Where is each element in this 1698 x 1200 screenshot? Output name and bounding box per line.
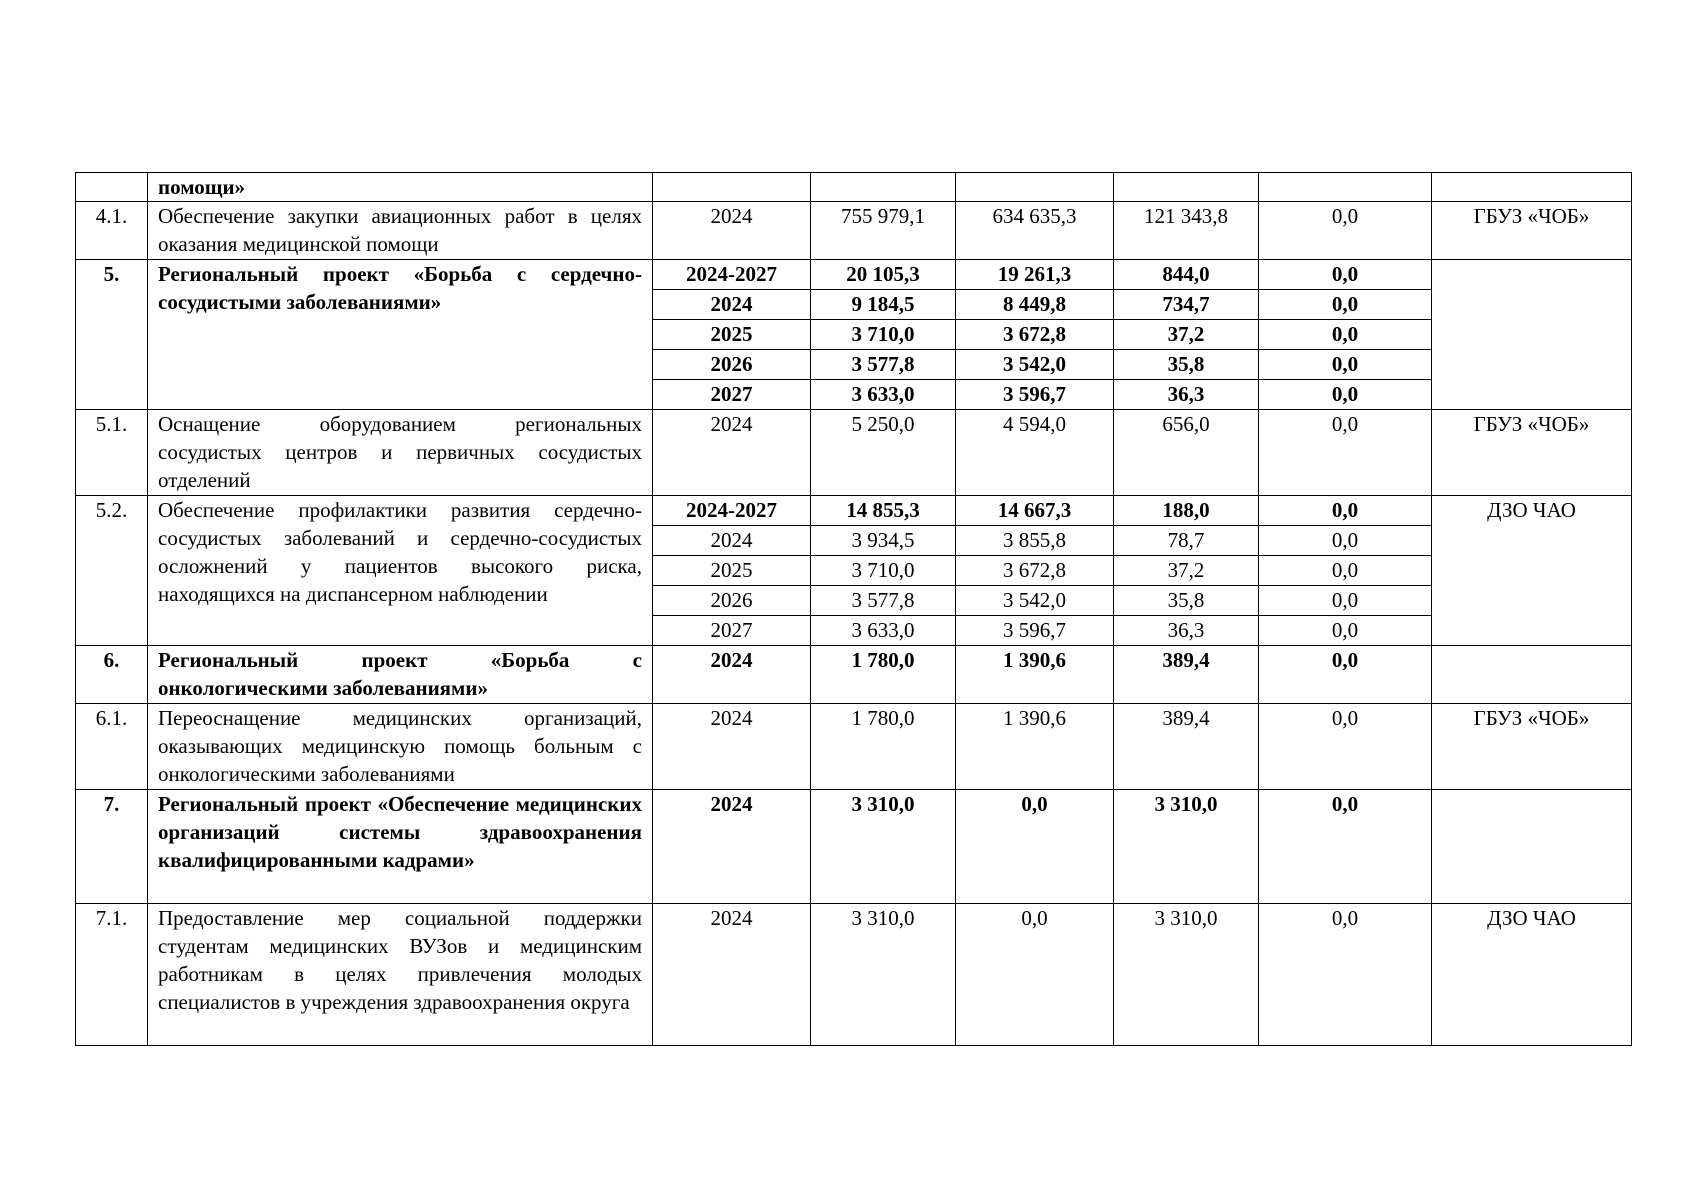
other-cell: 0,0 [1259,202,1432,260]
row-number-cell: 7. [76,790,148,904]
other-cell: 0,0 [1259,260,1432,290]
other-cell: 0,0 [1259,380,1432,410]
total-cell: 1 780,0 [811,704,956,790]
total-cell: 20 105,3 [811,260,956,290]
year-cell: 2027 [653,380,811,410]
year-cell: 2027 [653,616,811,646]
other-cell: 0,0 [1259,790,1432,904]
regional-cell: 844,0 [1114,260,1259,290]
federal-cell: 3 672,8 [956,556,1114,586]
total-cell: 755 979,1 [811,202,956,260]
regional-cell: 656,0 [1114,410,1259,496]
total-cell: 3 633,0 [811,380,956,410]
year-cell: 2024 [653,526,811,556]
federal-cell: 1 390,6 [956,646,1114,704]
federal-cell: 1 390,6 [956,704,1114,790]
total-cell: 3 710,0 [811,320,956,350]
executor-cell [1432,260,1632,410]
year-cell: 2024 [653,904,811,1046]
regional-cell: 3 310,0 [1114,904,1259,1046]
row-name-cell: Переоснащение медицинских организаций, оказывающих медицинскую помощь больным с онкологическими заболеваниями [148,704,653,790]
regional-cell: 37,2 [1114,556,1259,586]
executor-cell: ГБУЗ «ЧОБ» [1432,704,1632,790]
other-cell: 0,0 [1259,586,1432,616]
regional-cell: 389,4 [1114,704,1259,790]
year-cell: 2025 [653,320,811,350]
total-cell: 3 310,0 [811,790,956,904]
total-cell: 14 855,3 [811,496,956,526]
other-cell: 0,0 [1259,526,1432,556]
year-cell: 2025 [653,556,811,586]
table-row [76,704,1632,790]
total-cell: 3 633,0 [811,616,956,646]
table-row [76,496,1632,526]
table-row [76,646,1632,704]
federal-cell: 0,0 [956,904,1114,1046]
other-cell: 0,0 [1259,496,1432,526]
year-cell: 2024 [653,704,811,790]
row-name-cell: помощи» [148,173,653,202]
regional-cell: 734,7 [1114,290,1259,320]
other-cell: 0,0 [1259,556,1432,586]
federal-cell: 3 596,7 [956,616,1114,646]
year-cell: 2024 [653,410,811,496]
regional-cell: 35,8 [1114,586,1259,616]
executor-cell: ДЗО ЧАО [1432,496,1632,646]
row-name-cell: Обеспечение закупки авиационных работ в целях оказания медицинской помощи [148,202,653,260]
federal-cell: 3 672,8 [956,320,1114,350]
table-row [76,904,1632,1046]
year-cell: 2024 [653,290,811,320]
table-row [76,410,1632,496]
row-name-cell: Оснащение оборудованием региональных сосудистых центров и первичных сосудистых отделений [148,410,653,496]
regional-cell: 78,7 [1114,526,1259,556]
federal-cell: 19 261,3 [956,260,1114,290]
other-cell: 0,0 [1259,616,1432,646]
row-name-cell: Региональный проект «Обеспечение медицинских организаций системы здравоохранения квалифицированными кадрами» [148,790,653,904]
federal-cell: 0,0 [956,790,1114,904]
other-cell: 0,0 [1259,350,1432,380]
federal-cell: 3 542,0 [956,350,1114,380]
federal-cell: 3 542,0 [956,586,1114,616]
total-cell: 5 250,0 [811,410,956,496]
other-cell: 0,0 [1259,704,1432,790]
row-number-cell: 5.1. [76,410,148,496]
table-row [76,202,1632,260]
executor-cell [1432,646,1632,704]
year-cell: 2024 [653,790,811,904]
year-cell: 2024-2027 [653,260,811,290]
executor-cell [1432,790,1632,904]
table-row [76,790,1632,904]
row-number-cell: 7.1. [76,904,148,1046]
row-name-cell: Региональный проект «Борьба с сердечно-сосудистыми заболеваниями» [148,260,653,410]
federal-cell: 8 449,8 [956,290,1114,320]
row-number-cell: 4.1. [76,202,148,260]
row-number-cell: 6. [76,646,148,704]
other-cell: 0,0 [1259,646,1432,704]
regional-cell: 36,3 [1114,616,1259,646]
regional-cell: 121 343,8 [1114,202,1259,260]
total-cell: 3 310,0 [811,904,956,1046]
total-cell: 3 934,5 [811,526,956,556]
regional-cell: 36,3 [1114,380,1259,410]
regional-cell: 389,4 [1114,646,1259,704]
federal-cell: 3 596,7 [956,380,1114,410]
regional-cell: 3 310,0 [1114,790,1259,904]
year-cell: 2024 [653,202,811,260]
total-cell: 3 577,8 [811,586,956,616]
federal-cell: 3 855,8 [956,526,1114,556]
year-cell: 2024 [653,646,811,704]
executor-cell: ГБУЗ «ЧОБ» [1432,202,1632,260]
other-cell: 0,0 [1259,290,1432,320]
row-name-cell: Обеспечение профилактики развития сердечно-сосудистых заболеваний и сердечно-сосудистых осложнений у пациентов высокого риска, находящихся на диспансерном наблюдении [148,496,653,646]
year-cell: 2026 [653,586,811,616]
regional-cell: 188,0 [1114,496,1259,526]
executor-cell: ДЗО ЧАО [1432,904,1632,1046]
total-cell: 3 710,0 [811,556,956,586]
other-cell: 0,0 [1259,904,1432,1046]
total-cell: 9 184,5 [811,290,956,320]
table-row [76,173,1632,202]
other-cell: 0,0 [1259,320,1432,350]
federal-cell: 14 667,3 [956,496,1114,526]
row-name-cell: Предоставление мер социальной поддержки студентам медицинских ВУЗов и медицинским работникам в целях привлечения молодых специалистов в учреждения здравоохранения округа [148,904,653,1046]
row-number-cell: 5. [76,260,148,410]
budget-table [75,172,1632,1046]
regional-cell: 37,2 [1114,320,1259,350]
total-cell: 1 780,0 [811,646,956,704]
table-row [76,260,1632,290]
regional-cell: 35,8 [1114,350,1259,380]
row-number-cell [76,173,148,202]
other-cell: 0,0 [1259,410,1432,496]
total-cell: 3 577,8 [811,350,956,380]
year-cell: 2024-2027 [653,496,811,526]
executor-cell: ГБУЗ «ЧОБ» [1432,410,1632,496]
row-name-cell: Региональный проект «Борьба с онкологическими заболеваниями» [148,646,653,704]
federal-cell: 4 594,0 [956,410,1114,496]
year-cell: 2026 [653,350,811,380]
row-number-cell: 6.1. [76,704,148,790]
federal-cell: 634 635,3 [956,202,1114,260]
row-number-cell: 5.2. [76,496,148,646]
